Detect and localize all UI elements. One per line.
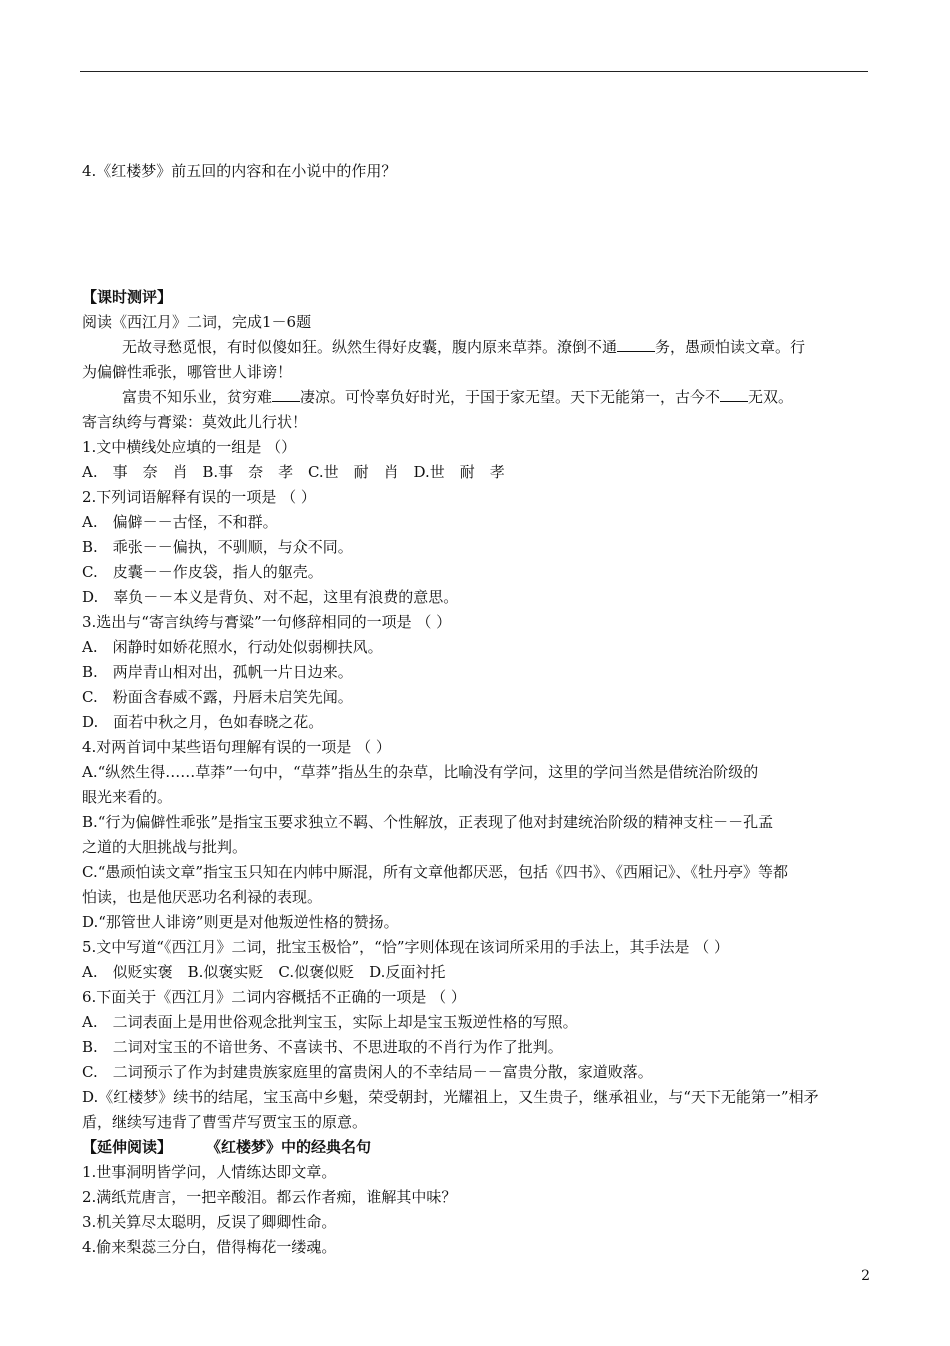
q3-stem: 3.选出与“寄言纨绔与膏粱”一句修辞相同的一项是 （ ）	[82, 613, 452, 631]
poem1-line1: 无故寻愁觅恨，有时似傻如狂。纵然生得好皮囊，腹内原来草莽。潦倒不通 务，愚顽怕读文章。行	[122, 338, 806, 356]
q6-option-d-line2: 盾，继续写违背了曹雪芹写贾宝玉的原意。	[82, 1113, 368, 1131]
q1-options	[82, 460, 870, 485]
extension-title: 《红楼梦》中的经典名句	[206, 1138, 372, 1156]
extension-heading	[82, 1135, 870, 1160]
poem2-line2: 寄言纨绔与膏粱：莫效此儿行状！	[82, 413, 308, 431]
q4-option-c-line2: 怕读，也是他厌恶功名利禄的表现。	[82, 888, 323, 906]
blank-1	[617, 336, 655, 352]
question-4-top: 4.《红楼梦》前五回的内容和在小说中的作用？	[82, 162, 397, 180]
q2-option-c: C. 皮囊－－作皮袋，指人的躯壳。	[82, 563, 323, 581]
section-heading-test: 【课时测评】	[82, 288, 173, 306]
q4-option-b-line2: 之道的大胆挑战与批判。	[82, 838, 248, 856]
q4-option-a-line2: 眼光来看的。	[82, 788, 173, 806]
blank-3	[720, 386, 748, 402]
q2-option-d: D. 辜负－－本义是背负、对不起，这里有浪费的意思。	[82, 588, 459, 606]
extension-label: 【延伸阅读】	[82, 1138, 173, 1156]
q5-stem: 5.文中写道“《西江月》二词，批宝玉极恰”，“恰”字则体现在该词所采用的手法上，其手法是 （ ）	[82, 938, 730, 956]
q1-option-b: B.事 奈 孝	[202, 463, 294, 481]
q4-option-c-line1: C.“愚顽怕读文章”指宝玉只知在内帏中厮混，所有文章他都厌恶，包括《四书》、《西厢记》、《牡丹亭》等都	[82, 863, 789, 881]
quote-item: 1.世事洞明皆学问，人情练达即文章。	[82, 1163, 337, 1181]
quote-item: 3.机关算尽太聪明，反误了卿卿性命。	[82, 1213, 337, 1231]
quote-item: 4.偷来梨蕊三分白，借得梅花一缕魂。	[82, 1238, 337, 1256]
q4-option-d: D.“那管世人诽谤”则更是对他叛逆性格的赞扬。	[82, 913, 399, 931]
q6-option-b: B. 二词对宝玉的不谙世务、不喜读书、不思进取的不肖行为作了批判。	[82, 1038, 563, 1056]
q5-options: A. 似贬实褒 B.似褒实贬 C.似褒似贬 D.反面衬托	[82, 963, 446, 981]
q6-option-c: C. 二词预示了作为封建贵族家庭里的富贵闲人的不幸结局－－富贵分散，家道败落。	[82, 1063, 653, 1081]
q1-option-c: C.世 耐 肖	[307, 463, 399, 481]
q2-option-b: B. 乖张－－偏执，不驯顺，与众不同。	[82, 538, 353, 556]
q6-option-a: A. 二词表面上是用世俗观念批判宝玉，实际上却是宝玉叛逆性格的写照。	[82, 1013, 578, 1031]
q1-option-d: D.世 耐 孝	[413, 463, 505, 481]
q3-option-d: D. 面若中秋之月，色如春晓之花。	[82, 713, 324, 731]
q3-option-c: C. 粉面含春威不露，丹唇未启笑先闻。	[82, 688, 353, 706]
q6-stem: 6.下面关于《西江月》二词内容概括不正确的一项是 （ ）	[82, 988, 466, 1006]
q1-option-a: A. 事 奈 肖	[82, 463, 188, 481]
quote-item: 2.满纸荒唐言，一把辛酸泪。都云作者痴，谁解其中味？	[82, 1188, 457, 1206]
q6-option-d-line1: D.《红楼梦》续书的结尾，宝玉高中乡魁，荣受朝封，光耀祖上，又生贵子，继承祖业，与“天下无能第一”相矛	[82, 1088, 819, 1106]
page-number: 2	[861, 1268, 870, 1284]
q1-stem: 1.文中横线处应填的一组是 （）	[82, 438, 297, 456]
q3-option-b: B. 两岸青山相对出，孤帆一片日边来。	[82, 663, 353, 681]
blank-2	[272, 386, 300, 402]
q3-option-a: A. 闲静时如娇花照水，行动处似弱柳扶风。	[82, 638, 383, 656]
q2-stem: 2.下列词语解释有误的一项是 （ ）	[82, 488, 316, 506]
q4-option-b-line1: B.“行为偏僻性乖张”是指宝玉要求独立不羁、个性解放，正表现了他对封建统治阶级的精神支柱－－孔孟	[82, 813, 774, 831]
q4-option-a-line1: A.“纵然生得……草莽”一句中，“草莽”指丛生的杂草，比喻没有学问，这里的学问当然是借统治阶级的	[82, 763, 759, 781]
poem2-line1: 富贵不知乐业，贫穷难 凄凉。可怜辜负好时光，于国于家无望。天下无能第一，古今不 无双。	[122, 388, 794, 406]
header-rule	[80, 71, 868, 72]
poem1-line2: 为偏僻性乖张，哪管世人诽谤！	[82, 363, 293, 381]
reading-instruction: 阅读《西江月》二词，完成1－6题	[82, 313, 312, 331]
q4-stem: 4.对两首词中某些语句理解有误的一项是 （ ）	[82, 738, 391, 756]
q2-option-a: A. 偏僻－－古怪，不和群。	[82, 513, 278, 531]
